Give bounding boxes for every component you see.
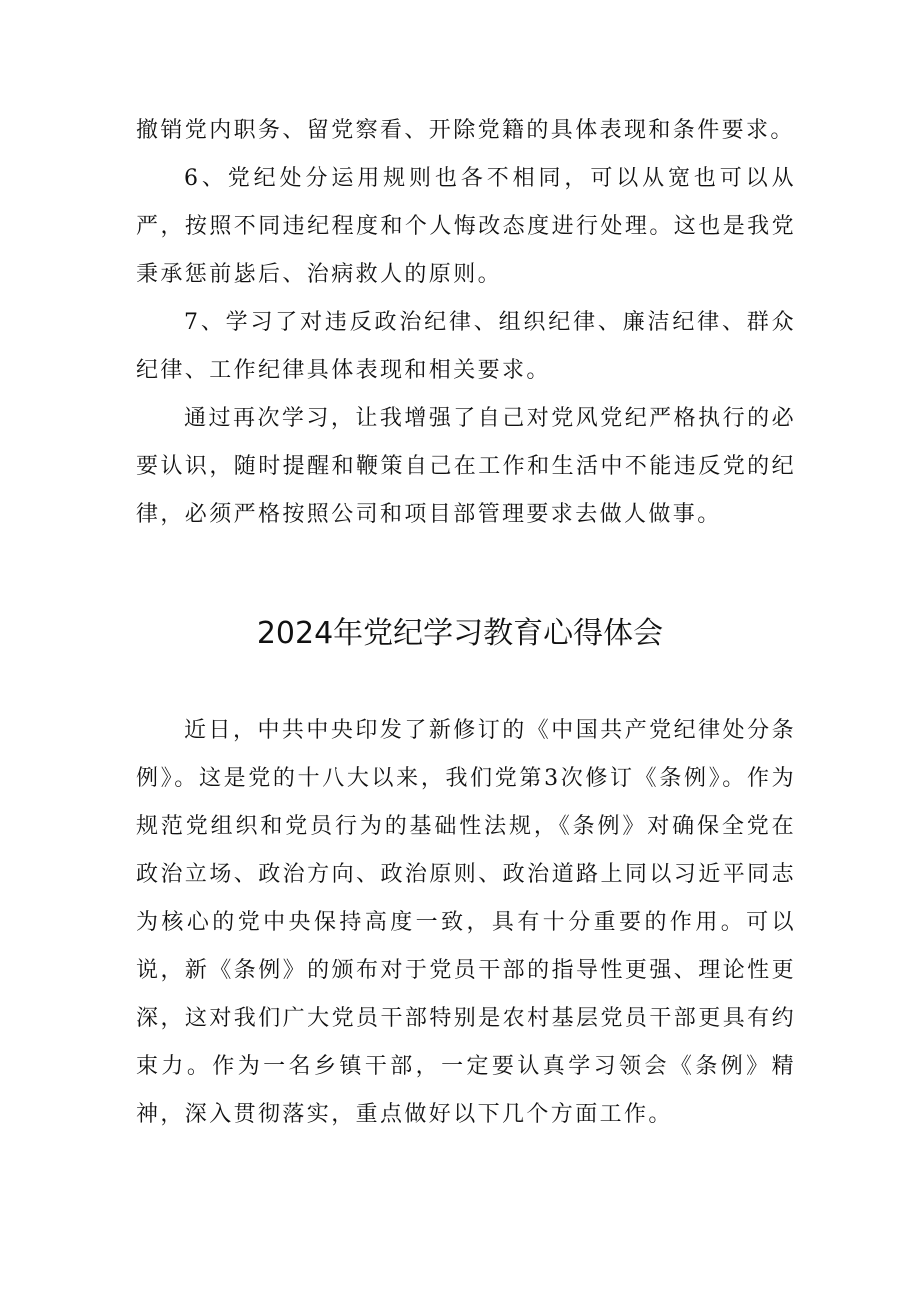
- paragraph-item-7: 7、学习了对违反政治纪律、组织纪律、廉洁纪律、群众纪律、工作纪律具体表现和相关要求。: [136, 310, 796, 383]
- paragraph-continuation: 撤销党内职务、留党察看、开除党籍的具体表现和条件要求。: [136, 118, 795, 143]
- paragraph-summary: 通过再次学习，让我增强了自己对党风党纪严格执行的必要认识，随时提醒和鞭策自己在工作和生活中不能违反党的纪律，必须严格按照公司和项目部管理要求去做人做事。: [136, 406, 796, 527]
- paragraph-intro: 近日，中共中央印发了新修订的《中国共产党纪律处分条例》。这是党的十八大以来，我们党第3次修订《条例》。作为规范党组织和党员行为的基础性法规，《条例》对确保全党在政治立场、政治方向、政治原则、政治道路上同以习近平同志为核心的党中央保持高度一致，具有十分重要的作用。可以说，新《条例》的颁布对于党员干部的指导性更强、理论性更深，这对我们广大党员干部特别是农村基层党员干部更具有约束力。作为一名乡镇干部，一定要认真学习领会《条例》精神，深入贯彻落实，重点做好以下几个方面工作。: [136, 718, 796, 1127]
- paragraph-item-6: 6、党纪处分运用规则也各不相同，可以从宽也可以从严，按照不同违纪程度和个人悔改态度进行处理。这也是我党秉承惩前毖后、治病救人的原则。: [136, 166, 796, 287]
- section-title: 2024年党纪学习教育心得体会: [256, 616, 664, 651]
